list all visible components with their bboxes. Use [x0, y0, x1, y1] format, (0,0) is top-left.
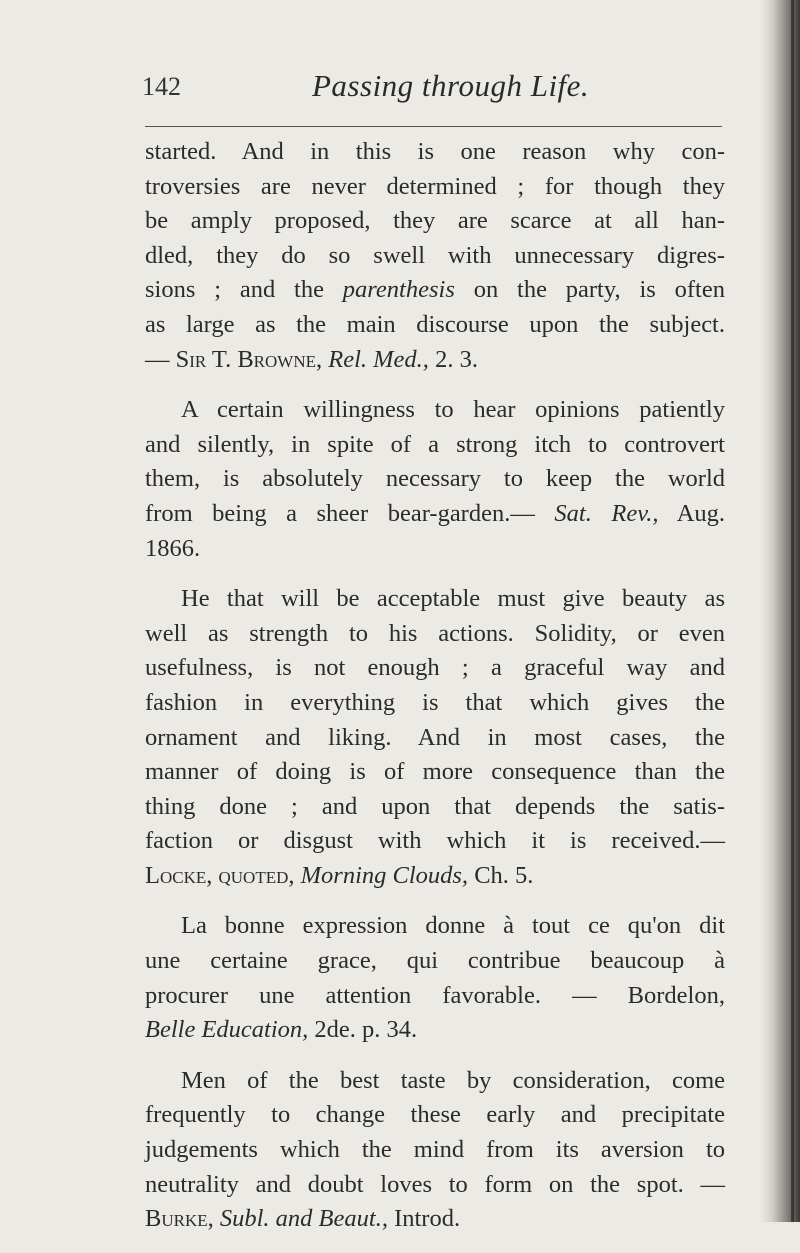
text-line: He that will be acceptable must give beauty as	[181, 585, 725, 613]
quotation-browne	[145, 135, 725, 377]
text-span: sions ; and the	[145, 276, 324, 304]
source-title: Belle Education,	[145, 1016, 309, 1044]
text-span: from being a sheer bear-garden.—	[145, 499, 535, 527]
text-line: and silently, in spite of a strong itch to controvert	[145, 430, 725, 458]
book-binding-edge	[791, 0, 794, 1222]
text-line: them, is absolutely necessary to keep the world	[145, 465, 725, 493]
text-line: troversies are never determined ; for though they	[145, 172, 725, 200]
source-reference: Aug.	[676, 499, 726, 527]
page-body	[145, 135, 725, 1253]
header-rule	[145, 126, 722, 127]
attribution-line	[145, 343, 725, 378]
quotation-sat-rev	[145, 393, 725, 566]
source-reference: 2de. p. 34.	[314, 1016, 418, 1044]
page-header	[142, 68, 722, 118]
text-line: dled, they do so swell with unnecessary digres-	[145, 241, 725, 269]
text-line: neutrality and doubt loves to form on the spot. —	[145, 1170, 725, 1198]
source-title: Morning Clouds,	[300, 861, 469, 889]
author-name: Burke,	[145, 1205, 214, 1233]
text-line: frequently to change these early and precipitate	[145, 1101, 725, 1129]
source-title: Subl. and Beaut.,	[219, 1205, 388, 1233]
text-span: on the party, is often	[473, 276, 725, 304]
text-line: thing done ; and upon that depends the satis-	[145, 792, 725, 820]
source-reference: Introd.	[394, 1205, 461, 1233]
text-line: well as strength to his actions. Solidity, or even	[145, 619, 725, 647]
source-reference: Ch. 5.	[474, 861, 534, 889]
quotation-locke	[145, 582, 725, 893]
text-line: Men of the best taste by consideration, come	[181, 1066, 725, 1094]
book-spine-shadow	[760, 0, 800, 1222]
attribution-line	[145, 859, 725, 894]
quotation-burke	[145, 1064, 725, 1237]
text-line: usefulness, is not enough ; a graceful way and	[145, 654, 725, 682]
source-year: 1866.	[145, 534, 201, 562]
text-line: faction or disgust with which it is received.—	[145, 827, 725, 855]
text-line	[145, 273, 725, 308]
text-line: be amply proposed, they are scarce at all han-	[145, 207, 725, 235]
text-line: fashion in everything is that which gives the	[145, 688, 725, 716]
attribution-line	[145, 1202, 725, 1237]
source-title: Rel. Med.,	[328, 345, 429, 373]
attribution-line	[145, 1013, 725, 1048]
text-line: manner of doing is of more consequence than the	[145, 758, 725, 786]
text-line: ornament and liking. And in most cases, the	[145, 723, 725, 751]
italic-term: parenthesis	[342, 276, 455, 304]
author-name: Locke, quoted,	[145, 861, 295, 889]
text-line: judgements which the mind from its aversion to	[145, 1136, 725, 1164]
source-title: Sat. Rev.,	[554, 499, 659, 527]
text-line: started. And in this is one reason why con-	[145, 138, 725, 165]
text-line: as large as the main discourse upon the subject.	[145, 310, 725, 338]
text-line: La bonne expression donne à tout ce qu'on dit	[181, 912, 725, 940]
text-line	[145, 497, 725, 532]
text-line: A certain willingness to hear opinions patiently	[181, 396, 725, 424]
running-title: Passing through Life.	[312, 68, 590, 103]
page-number: 142	[142, 72, 181, 101]
text-line: une certaine grace, qui contribue beaucoup à	[145, 947, 725, 975]
quotation-bordelon	[145, 909, 725, 1047]
author-name: — Sir T. Browne,	[145, 345, 323, 373]
source-reference: 2. 3.	[435, 345, 478, 373]
text-line: procurer une attention favorable. — Bordelon,	[145, 981, 725, 1009]
